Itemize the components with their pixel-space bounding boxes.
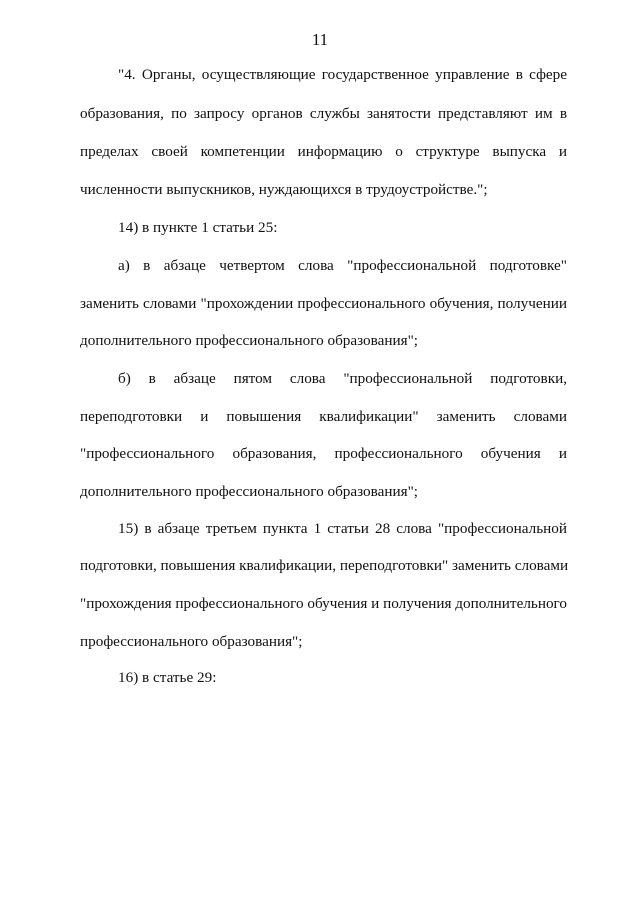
text-line: 14) в пункте 1 статьи 25: [118,219,278,236]
text-line: б) в абзаце пятом слова "профессиональной подготовки, [118,370,567,387]
text-line: численности выпускников, нуждающихся в трудоустройстве."; [80,181,488,198]
text-line: 16) в статье 29: [118,669,217,686]
text-line: заменить словами "прохождении профессионального обучения, получении [80,295,567,312]
text-line: дополнительного профессионального образования"; [80,483,419,500]
text-line: "прохождения профессионального обучения и получения дополнительного [80,595,567,612]
text-line: образования, по запросу органов службы занятости представляют им в [80,105,567,122]
text-line: "4. Органы, осуществляющие государственное управление в сфере [118,66,567,83]
page-number: 11 [311,30,329,49]
text-line: "профессионального образования, профессионального обучения и [80,445,567,462]
text-line: переподготовки и повышения квалификации" заменить словами [80,408,567,425]
text-line: 15) в абзаце третьем пункта 1 статьи 28 слова "профессиональной [118,520,567,537]
text-line: дополнительного профессионального образования"; [80,332,419,349]
text-line: а) в абзаце четвертом слова "профессиональной подготовке" [118,257,567,274]
text-line: пределах своей компетенции информацию о структуре выпуска и [80,143,567,160]
text-line: профессионального образования"; [80,633,303,650]
text-line: подготовки, повышения квалификации, переподготовки" заменить словами [80,557,569,574]
